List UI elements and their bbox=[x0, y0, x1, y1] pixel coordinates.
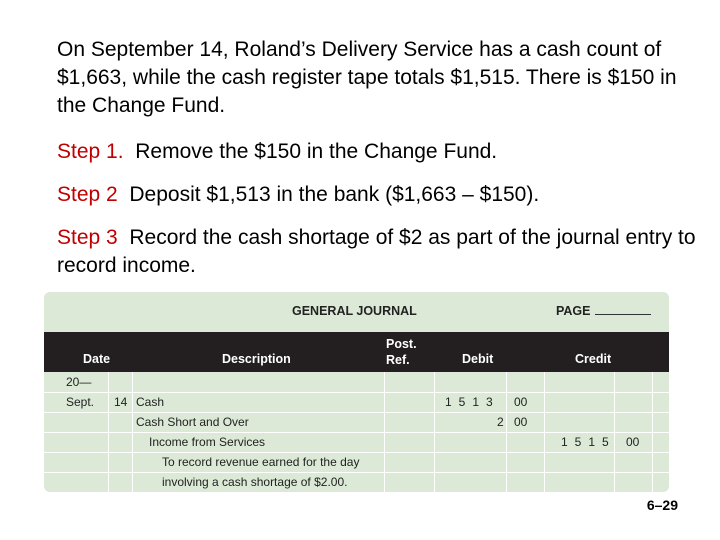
intro-paragraph: On September 14, Roland’s Delivery Service has a cash count of $1,663, while the cash register tape totals $1,515. There is $150 in the Change Fund. bbox=[57, 38, 677, 117]
row-month: Sept. bbox=[66, 395, 95, 409]
journal-row bbox=[44, 452, 669, 472]
step-3-label: Step 3 bbox=[57, 226, 118, 249]
journal-title: GENERAL JOURNAL bbox=[292, 304, 417, 318]
step-2-label: Step 2 bbox=[57, 183, 118, 206]
step-3 bbox=[57, 224, 707, 280]
col-post-ref-line-1: Post. bbox=[386, 337, 417, 351]
journal-row bbox=[44, 372, 669, 392]
slide-number: 6–29 bbox=[646, 497, 678, 513]
row-credit-dollars: 1515 bbox=[561, 435, 616, 449]
journal-row bbox=[44, 392, 669, 412]
row-credit-cents: 00 bbox=[626, 435, 640, 449]
journal-column-headers bbox=[44, 332, 669, 372]
step-1-text: Remove the $150 in the Change Fund. bbox=[135, 140, 498, 163]
row-month: 20— bbox=[66, 375, 92, 389]
journal-page bbox=[556, 304, 651, 318]
step-2 bbox=[57, 181, 707, 209]
journal-page-label: PAGE bbox=[556, 304, 591, 318]
col-description: Description bbox=[222, 352, 291, 366]
col-debit: Debit bbox=[462, 352, 494, 366]
step-3-text: Record the cash shortage of $2 as part of the journal entry to record income. bbox=[57, 226, 696, 277]
col-date: Date bbox=[83, 352, 111, 366]
step-2-text: Deposit $1,513 in the bank ($1,663 – $150). bbox=[129, 183, 540, 206]
journal-row bbox=[44, 472, 669, 492]
step-1 bbox=[57, 138, 707, 166]
step-1-label: Step 1. bbox=[57, 140, 124, 163]
row-debit-dollars: 2 bbox=[497, 415, 504, 429]
col-post-ref-line-2: Ref. bbox=[386, 353, 410, 367]
row-description: Income from Services bbox=[149, 435, 266, 449]
col-credit: Credit bbox=[575, 352, 612, 366]
row-debit-cents: 00 bbox=[514, 415, 528, 429]
journal-row bbox=[44, 412, 669, 432]
row-debit-dollars: 1513 bbox=[445, 395, 500, 409]
general-journal bbox=[44, 292, 669, 492]
journal-header bbox=[44, 292, 669, 332]
journal-row bbox=[44, 432, 669, 452]
row-description: Cash Short and Over bbox=[136, 415, 249, 429]
row-description: involving a cash shortage of $2.00. bbox=[162, 475, 348, 489]
row-debit-cents: 00 bbox=[514, 395, 528, 409]
row-description: Cash bbox=[136, 395, 165, 409]
page-number-line bbox=[595, 305, 651, 315]
row-description: To record revenue earned for the day bbox=[162, 455, 360, 469]
row-day: 14 bbox=[114, 395, 128, 409]
journal-grid bbox=[44, 372, 669, 492]
